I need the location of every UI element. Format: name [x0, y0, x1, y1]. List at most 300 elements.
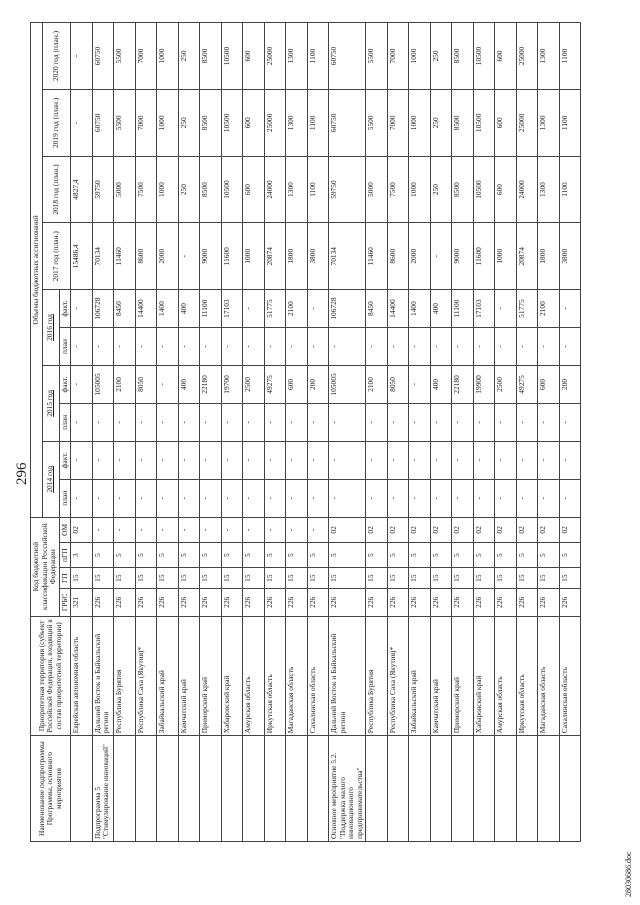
value-cell: 02	[516, 517, 538, 542]
value-cell: 15	[495, 568, 517, 589]
value-cell: 02	[387, 517, 409, 542]
table-row	[157, 23, 179, 842]
value-cell: 25000	[264, 89, 286, 156]
value-cell: -	[178, 328, 200, 366]
value-cell: 5	[286, 543, 308, 568]
value-cell: 105005	[92, 365, 114, 403]
territory-cell: Магаданская область	[286, 616, 308, 736]
header-code-om: ОМ	[59, 517, 71, 542]
value-cell: -	[495, 441, 517, 479]
value-cell: 60750	[92, 23, 114, 90]
table-row	[516, 23, 538, 842]
program-cell	[409, 736, 431, 842]
table-row	[243, 23, 265, 842]
value-cell: -	[264, 441, 286, 479]
header-budget-code: Код бюджетной классификации Российской Федерации	[31, 517, 60, 616]
value-cell: -	[243, 441, 265, 479]
value-cell: -	[329, 479, 366, 517]
territory-cell: Дальний Восток и Байкальский регион	[92, 616, 114, 736]
value-cell: -	[114, 403, 136, 441]
value-cell: -	[452, 441, 474, 479]
value-cell: -	[200, 517, 222, 542]
value-cell: -	[559, 479, 581, 517]
value-cell: -	[264, 479, 286, 517]
table-row	[114, 23, 136, 842]
value-cell: -	[71, 290, 93, 328]
value-cell: 5	[387, 543, 409, 568]
table-row	[71, 23, 93, 842]
value-cell: 400	[430, 365, 452, 403]
value-cell: 15	[221, 568, 243, 589]
value-cell: 02	[473, 517, 495, 542]
header-year-2020: 2020 год (план.)	[42, 23, 71, 90]
value-cell: 15	[516, 568, 538, 589]
table-row	[135, 23, 157, 842]
program-cell	[71, 736, 93, 842]
value-cell: -	[178, 479, 200, 517]
value-cell: -	[243, 517, 265, 542]
value-cell: 15	[71, 568, 93, 589]
value-cell: -	[307, 441, 329, 479]
value-cell: -	[329, 328, 366, 366]
value-cell: 10500	[221, 156, 243, 223]
value-cell: 200	[307, 365, 329, 403]
value-cell: 250	[178, 23, 200, 90]
header-territory: Приоритетная территория (субъект Российской Федерации, входящий в состав приоритетной территории)	[31, 616, 71, 736]
value-cell: 1100	[559, 23, 581, 90]
value-cell: 7000	[135, 89, 157, 156]
value-cell: 5	[366, 543, 388, 568]
value-cell: 8500	[200, 23, 222, 90]
value-cell: 59750	[329, 156, 366, 223]
value-cell: 02	[409, 517, 431, 542]
value-cell: 1300	[538, 23, 560, 90]
value-cell: -	[135, 441, 157, 479]
value-cell: -	[178, 517, 200, 542]
territory-cell: Иркутская область	[264, 616, 286, 736]
value-cell: -	[200, 328, 222, 366]
value-cell: 600	[243, 23, 265, 90]
value-cell: 60750	[329, 89, 366, 156]
value-cell: 1000	[157, 156, 179, 223]
value-cell: -	[430, 441, 452, 479]
table-row	[430, 23, 452, 842]
value-cell: 226	[178, 589, 200, 617]
value-cell: 11100	[200, 290, 222, 328]
value-cell: 1800	[538, 223, 560, 290]
value-cell: 25000	[264, 23, 286, 90]
value-cell: 02	[366, 517, 388, 542]
value-cell: -	[71, 328, 93, 366]
value-cell: 600	[495, 156, 517, 223]
value-cell: 20874	[264, 223, 286, 290]
value-cell: 226	[221, 589, 243, 617]
value-cell: 9000	[200, 223, 222, 290]
territory-cell: Камчатский край	[178, 616, 200, 736]
value-cell: -	[157, 517, 179, 542]
territory-cell: Республика Бурятия	[114, 616, 136, 736]
value-cell: 600	[243, 89, 265, 156]
value-cell: -	[135, 328, 157, 366]
value-cell: -	[495, 290, 517, 328]
table-row	[221, 23, 243, 842]
value-cell: 10500	[473, 89, 495, 156]
value-cell: -	[559, 441, 581, 479]
value-cell: 15	[92, 568, 114, 589]
value-cell: 400	[430, 290, 452, 328]
value-cell: 60750	[329, 23, 366, 90]
header-volumes: Объемы бюджетных ассигнований	[31, 23, 43, 518]
value-cell: 11460	[366, 223, 388, 290]
value-cell: 02	[452, 517, 474, 542]
value-cell: 15	[430, 568, 452, 589]
value-cell: -	[200, 441, 222, 479]
value-cell: 17103	[221, 290, 243, 328]
value-cell: 5	[409, 543, 431, 568]
table-row	[452, 23, 474, 842]
value-cell: -	[409, 441, 431, 479]
value-cell: 2500	[243, 365, 265, 403]
value-cell: 5500	[366, 89, 388, 156]
value-cell: -	[71, 365, 93, 403]
value-cell: 1000	[243, 223, 265, 290]
value-cell: 8500	[452, 89, 474, 156]
value-cell: 3	[71, 543, 93, 568]
header-2014-fact: факт.	[59, 441, 71, 479]
program-cell	[243, 736, 265, 842]
header-year-2019: 2019 год (план.)	[42, 89, 71, 156]
program-cell	[135, 736, 157, 842]
value-cell: -	[135, 517, 157, 542]
value-cell: 5	[243, 543, 265, 568]
value-cell: -	[286, 403, 308, 441]
value-cell: 51775	[264, 290, 286, 328]
value-cell: 5	[92, 543, 114, 568]
value-cell: -	[387, 441, 409, 479]
value-cell: 15	[409, 568, 431, 589]
value-cell: 15	[329, 568, 366, 589]
value-cell: -	[71, 403, 93, 441]
value-cell: -	[178, 223, 200, 290]
table-row	[200, 23, 222, 842]
value-cell: 7500	[387, 156, 409, 223]
value-cell: -	[559, 290, 581, 328]
program-cell	[538, 736, 560, 842]
header-year-2015: 2015 год	[42, 365, 59, 441]
value-cell: -	[157, 403, 179, 441]
value-cell: -	[387, 479, 409, 517]
value-cell: 2100	[538, 290, 560, 328]
value-cell: 1100	[559, 89, 581, 156]
value-cell: -	[452, 328, 474, 366]
value-cell: 1300	[538, 89, 560, 156]
program-cell	[366, 736, 388, 842]
footer-filename: 28030686.doc	[624, 851, 633, 897]
value-cell: -	[114, 441, 136, 479]
value-cell: 1100	[307, 89, 329, 156]
value-cell: 2100	[114, 365, 136, 403]
value-cell: -	[473, 403, 495, 441]
value-cell: 7500	[135, 156, 157, 223]
value-cell: 02	[495, 517, 517, 542]
program-cell	[452, 736, 474, 842]
value-cell: 226	[495, 589, 517, 617]
value-cell: 15	[264, 568, 286, 589]
value-cell: 226	[516, 589, 538, 617]
value-cell: 7000	[387, 23, 409, 90]
value-cell: 250	[430, 89, 452, 156]
value-cell: 15	[114, 568, 136, 589]
value-cell: 226	[200, 589, 222, 617]
value-cell: 226	[473, 589, 495, 617]
value-cell: -	[409, 328, 431, 366]
value-cell: -	[92, 441, 114, 479]
territory-cell: Приморский край	[200, 616, 222, 736]
header-year-2016: 2016 год	[42, 290, 59, 366]
value-cell: 226	[135, 589, 157, 617]
header-program: Наименование подпрограммы Программы, основного мероприятия	[31, 736, 71, 842]
value-cell: -	[516, 403, 538, 441]
value-cell: -	[495, 479, 517, 517]
value-cell: 14400	[135, 290, 157, 328]
value-cell: 250	[430, 23, 452, 90]
value-cell: -	[114, 479, 136, 517]
value-cell: -	[473, 441, 495, 479]
value-cell: 24000	[264, 156, 286, 223]
value-cell: -	[200, 403, 222, 441]
value-cell: 1100	[307, 156, 329, 223]
value-cell: -	[92, 479, 114, 517]
value-cell: 11460	[114, 223, 136, 290]
value-cell: -	[430, 223, 452, 290]
value-cell: 22180	[200, 365, 222, 403]
value-cell: -	[307, 403, 329, 441]
value-cell: 3800	[559, 223, 581, 290]
value-cell: 226	[538, 589, 560, 617]
value-cell: 1300	[286, 89, 308, 156]
value-cell: 11600	[221, 223, 243, 290]
program-cell	[307, 736, 329, 842]
value-cell: 8450	[114, 290, 136, 328]
value-cell: 02	[430, 517, 452, 542]
program-cell: Основное мероприятие 5.2. "Поддержка малого инновационного предпринимательства"	[329, 736, 366, 842]
value-cell: 9000	[452, 223, 474, 290]
value-cell: 7000	[135, 23, 157, 90]
value-cell: -	[92, 328, 114, 366]
value-cell: -	[452, 403, 474, 441]
table-row	[92, 23, 114, 842]
value-cell: -	[516, 479, 538, 517]
value-cell: 15486,4	[71, 223, 93, 290]
value-cell: 600	[495, 23, 517, 90]
value-cell: -	[92, 517, 114, 542]
value-cell: -	[135, 479, 157, 517]
header-year-2017: 2017 год (план.)	[42, 223, 71, 290]
value-cell: -	[264, 517, 286, 542]
value-cell: 1000	[157, 23, 179, 90]
value-cell: 60750	[92, 89, 114, 156]
value-cell: 15	[135, 568, 157, 589]
value-cell: 20874	[516, 223, 538, 290]
value-cell: 8600	[387, 223, 409, 290]
value-cell: 8500	[452, 23, 474, 90]
value-cell: -	[71, 89, 93, 156]
value-cell: 106728	[92, 290, 114, 328]
value-cell: -	[221, 441, 243, 479]
value-cell: -	[264, 403, 286, 441]
value-cell: -	[221, 479, 243, 517]
value-cell: 5500	[366, 23, 388, 90]
value-cell: -	[178, 403, 200, 441]
territory-cell: Сахалинская область	[559, 616, 581, 736]
value-cell: 5500	[114, 23, 136, 90]
value-cell: 226	[157, 589, 179, 617]
value-cell: -	[114, 328, 136, 366]
value-cell: 1400	[409, 290, 431, 328]
value-cell: 226	[307, 589, 329, 617]
program-cell	[516, 736, 538, 842]
value-cell: 11600	[473, 223, 495, 290]
header-code-grbs: ГРБС	[59, 589, 71, 617]
territory-cell: Амурская область	[243, 616, 265, 736]
value-cell: 49275	[516, 365, 538, 403]
value-cell: 8050	[135, 365, 157, 403]
value-cell: -	[243, 479, 265, 517]
value-cell: 2100	[286, 290, 308, 328]
value-cell: 5500	[114, 89, 136, 156]
value-cell: 02	[538, 517, 560, 542]
value-cell: 5	[178, 543, 200, 568]
header-code-gp: ГП	[59, 568, 71, 589]
program-cell	[473, 736, 495, 842]
value-cell: 226	[114, 589, 136, 617]
program-cell	[430, 736, 452, 842]
program-cell	[114, 736, 136, 842]
value-cell: -	[409, 479, 431, 517]
value-cell: 15	[387, 568, 409, 589]
value-cell: 1100	[559, 156, 581, 223]
value-cell: 15	[200, 568, 222, 589]
value-cell: 1000	[409, 89, 431, 156]
value-cell: 19700	[221, 365, 243, 403]
value-cell: -	[430, 328, 452, 366]
value-cell: 15	[157, 568, 179, 589]
value-cell: -	[221, 517, 243, 542]
value-cell: 226	[243, 589, 265, 617]
value-cell: -	[307, 517, 329, 542]
value-cell: 15	[452, 568, 474, 589]
value-cell: -	[157, 479, 179, 517]
value-cell: -	[286, 328, 308, 366]
value-cell: 1000	[157, 89, 179, 156]
value-cell: -	[366, 403, 388, 441]
value-cell: 5	[495, 543, 517, 568]
value-cell: 600	[243, 156, 265, 223]
value-cell: 250	[178, 156, 200, 223]
value-cell: 226	[387, 589, 409, 617]
budget-table	[30, 22, 581, 842]
value-cell: -	[200, 479, 222, 517]
value-cell: 4827,4	[71, 156, 93, 223]
value-cell: -	[409, 365, 431, 403]
value-cell: -	[538, 403, 560, 441]
value-cell: 10500	[221, 89, 243, 156]
table-row	[264, 23, 286, 842]
territory-cell: Дальний Восток и Байкальский регион	[329, 616, 366, 736]
value-cell: 226	[409, 589, 431, 617]
value-cell: 15	[538, 568, 560, 589]
program-cell	[157, 736, 179, 842]
value-cell: 1400	[157, 290, 179, 328]
value-cell: 8500	[200, 156, 222, 223]
value-cell: -	[473, 328, 495, 366]
table-row	[286, 23, 308, 842]
header-year-2014: 2014 год	[42, 441, 59, 517]
header-2015-plan: план	[59, 403, 71, 441]
territory-cell: Магаданская область	[538, 616, 560, 736]
table-row	[178, 23, 200, 842]
value-cell: -	[92, 403, 114, 441]
territory-cell: Республика Саха (Якутия)*	[387, 616, 409, 736]
value-cell: -	[430, 479, 452, 517]
value-cell: 8500	[452, 156, 474, 223]
value-cell: 5	[559, 543, 581, 568]
value-cell: 1000	[495, 223, 517, 290]
value-cell: 250	[178, 89, 200, 156]
value-cell: 5	[221, 543, 243, 568]
value-cell: 321	[71, 589, 93, 617]
territory-cell: Забайкальский край	[157, 616, 179, 736]
value-cell: 15	[559, 568, 581, 589]
value-cell: 226	[286, 589, 308, 617]
program-cell	[178, 736, 200, 842]
value-cell: 70134	[92, 223, 114, 290]
value-cell: -	[307, 290, 329, 328]
value-cell: 226	[92, 589, 114, 617]
value-cell: 15	[307, 568, 329, 589]
value-cell: -	[71, 23, 93, 90]
value-cell: 2000	[409, 223, 431, 290]
value-cell: -	[135, 403, 157, 441]
page-number: 296	[14, 462, 30, 485]
territory-cell: Республика Саха (Якутия)*	[135, 616, 157, 736]
table-row	[538, 23, 560, 842]
value-cell: 8600	[135, 223, 157, 290]
header-2016-fact: факт.	[59, 290, 71, 328]
value-cell: -	[387, 328, 409, 366]
value-cell: 600	[286, 365, 308, 403]
value-cell: -	[286, 441, 308, 479]
value-cell: 226	[264, 589, 286, 617]
value-cell: 17103	[473, 290, 495, 328]
value-cell: 02	[329, 517, 366, 542]
header-year-2018: 2018 год (план.)	[42, 156, 71, 223]
value-cell: -	[264, 328, 286, 366]
value-cell: 250	[430, 156, 452, 223]
territory-cell: Амурская область	[495, 616, 517, 736]
value-cell: 14400	[387, 290, 409, 328]
value-cell: 5000	[366, 156, 388, 223]
value-cell: 105005	[329, 365, 366, 403]
value-cell: -	[387, 403, 409, 441]
table-row	[409, 23, 431, 842]
value-cell: -	[495, 403, 517, 441]
table-row	[387, 23, 409, 842]
value-cell: 226	[329, 589, 366, 617]
table-row	[495, 23, 517, 842]
value-cell: -	[221, 328, 243, 366]
value-cell: -	[473, 479, 495, 517]
